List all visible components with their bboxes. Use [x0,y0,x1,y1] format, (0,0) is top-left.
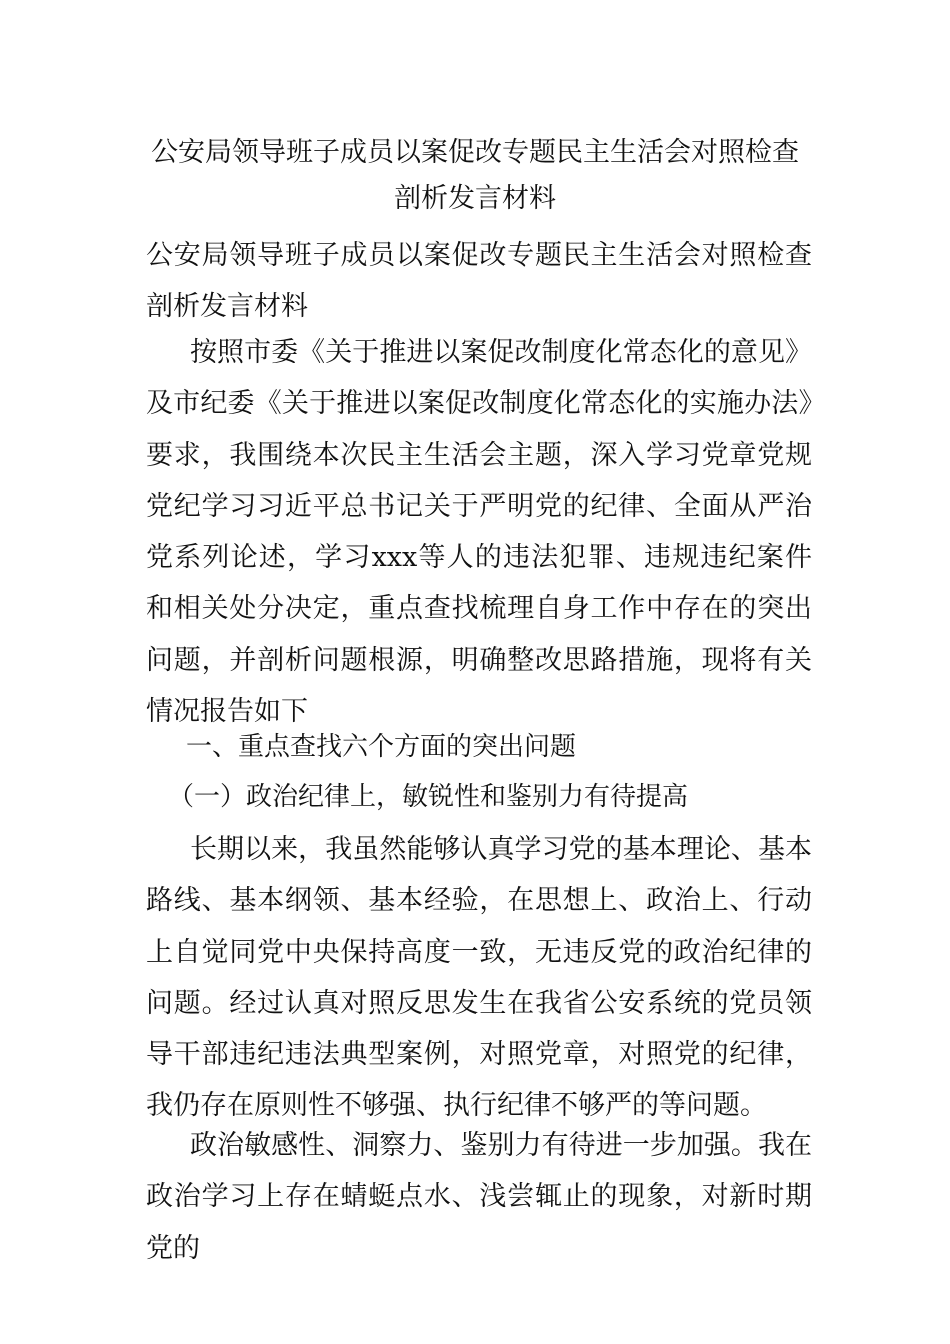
body-paragraph-2: 政治敏感性、洞察力、鉴别力有待进一步加强。我在政治学习上存在蜻蜓点水、浅尝辄止的现象，对新时期党的 [146,1130,812,1264]
document-subtitle: 公安局领导班子成员以案促改专题民主生活会对照检查剖析发言材料 [146,240,812,323]
body-paragraph-1: 长期以来，我虽然能够认真学习党的基本理论、基本路线、基本纲领、基本经验，在思想上、政治上、行动上自觉同党中央保持高度一致，无违反党的政治纪律的问题。经过认真对照反思发生在我省公安系统的党员领导干部违纪违法典型案例，对照党章，对照党的纪律，我仍存在原则性不够强、执行纪律不够严的等问题。 [146,834,812,1122]
document-title: 公安局领导班子成员以案促改专题民主生活会对照检查剖析发言材料 [151,137,799,214]
subsection-heading-1: （一）政治纪律上，敏锐性和鉴别力有待提高 [168,782,689,812]
section-heading-1: 一、重点查找六个方面的突出问题 [186,732,577,762]
intro-paragraph: 按照市委《关于推进以案促改制度化常态化的意见》及市纪委《关于推进以案促改制度化常态化的实施办法》要求，我围绕本次民主生活会主题，深入学习党章党规党纪学习习近平总书记关于严明党的纪律、全面从严治党系列论述，学习xxx等人的违法犯罪、违规违纪案件和相关处分决定，重点查找梳理自身工作中存在的突出问题，并剖析问题根源，明确整改思路措施，现将有关情况报告如下 [146,337,812,728]
